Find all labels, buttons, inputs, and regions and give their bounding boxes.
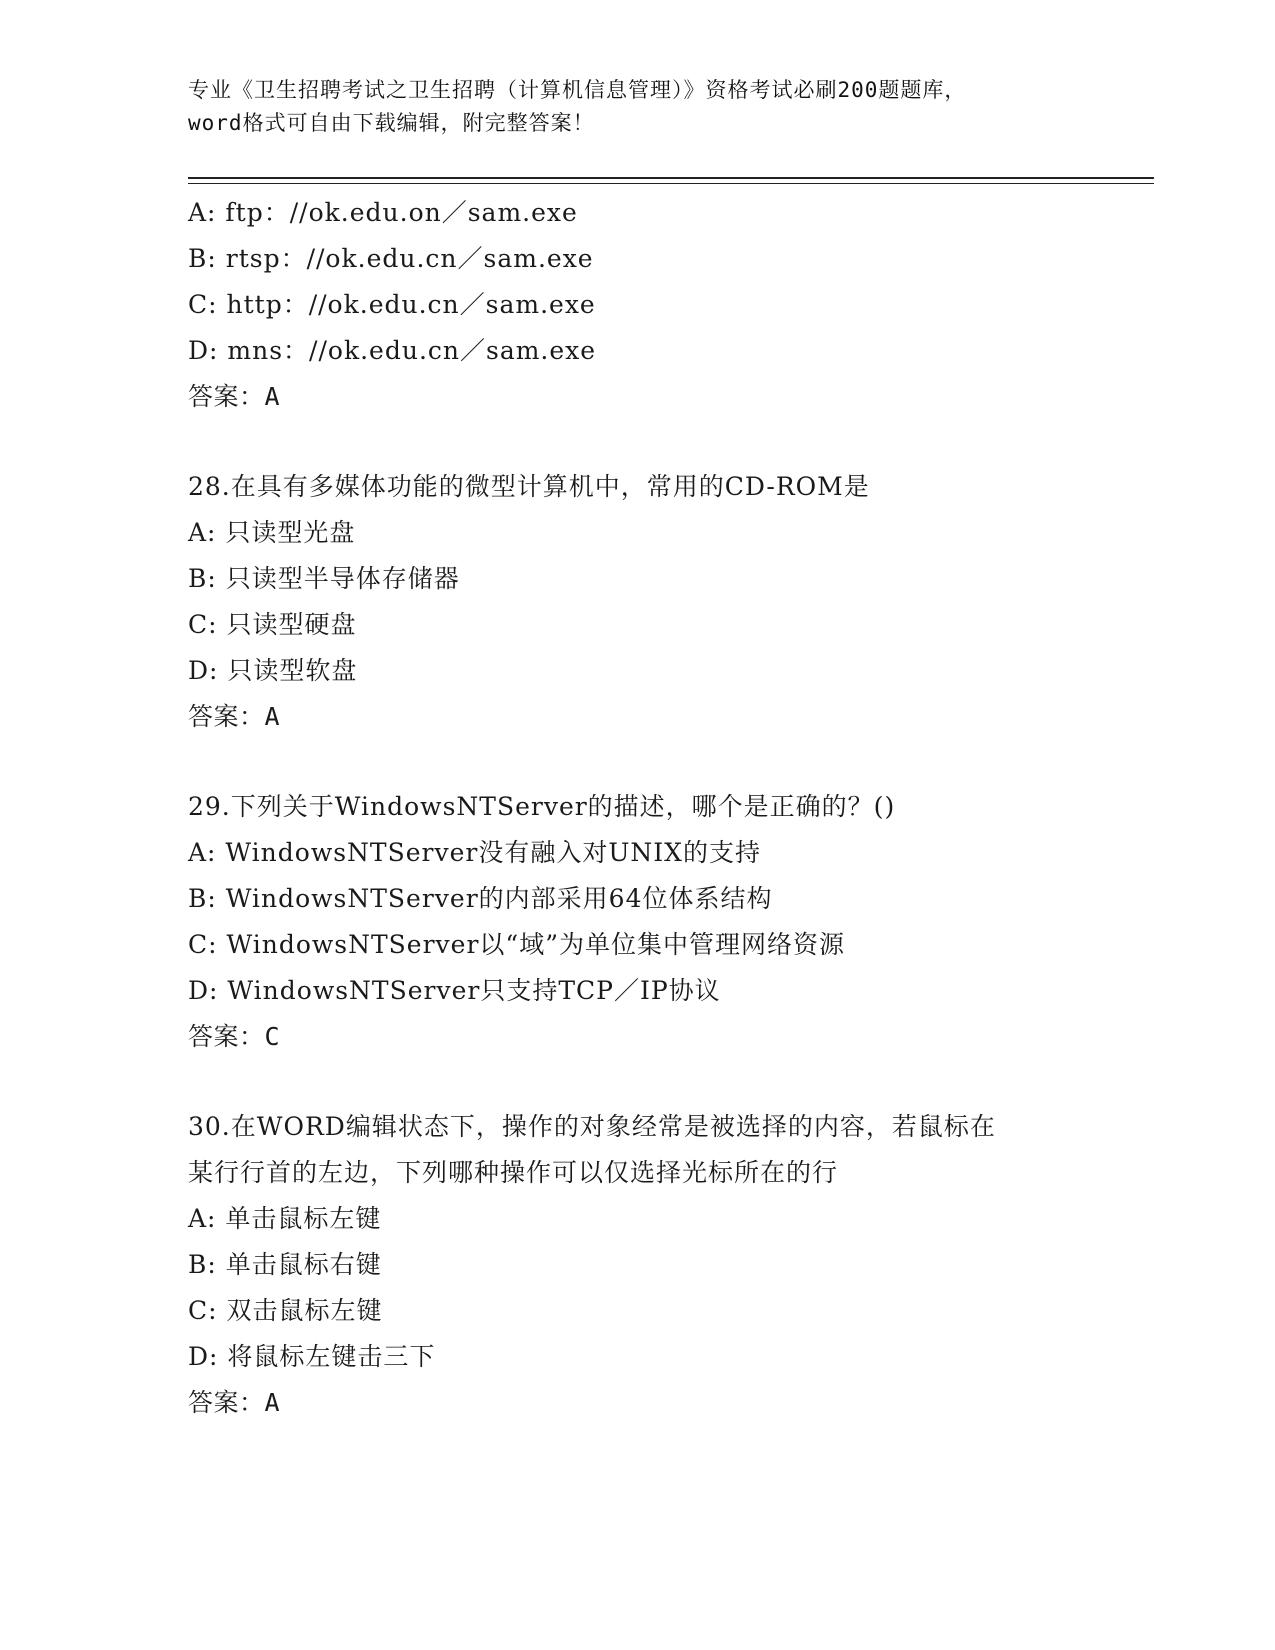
- option-d: D: WindowsNTServer只支持TCP／IP协议: [188, 976, 721, 1005]
- question-stem: 29.下列关于WindowsNTServer的描述，哪个是正确的？(): [188, 792, 896, 821]
- document-header: [188, 74, 1088, 140]
- option-c: C: http：//ok.edu.cn／sam.exe: [188, 290, 596, 319]
- answer-line: 答案：A: [188, 1388, 281, 1417]
- option-b: B: WindowsNTServer的内部采用64位体系结构: [188, 884, 773, 913]
- question-stem: 28.在具有多媒体功能的微型计算机中，常用的CD-ROM是: [188, 472, 870, 501]
- spacer: [188, 740, 1148, 784]
- answer-line: 答案：C: [188, 1022, 281, 1051]
- question-stem-continued: 某行行首的左边，下列哪种操作可以仅选择光标所在的行: [188, 1158, 839, 1187]
- question-block-28: [188, 464, 1148, 740]
- option-c: C: 双击鼠标左键: [188, 1296, 383, 1325]
- question-block-27: [188, 190, 1148, 420]
- option-a: A: 单击鼠标左键: [188, 1204, 382, 1233]
- header-line-2: word格式可自由下载编辑，附完整答案！: [188, 111, 595, 135]
- option-c: C: WindowsNTServer以“域”为单位集中管理网络资源: [188, 930, 845, 959]
- option-a: A: WindowsNTServer没有融入对UNIX的支持: [188, 838, 761, 867]
- option-b: B: rtsp：//ok.edu.cn／sam.exe: [188, 244, 594, 273]
- spacer: [188, 420, 1148, 464]
- option-c: C: 只读型硬盘: [188, 610, 357, 639]
- header-divider-thick: [188, 177, 1154, 179]
- option-a: A: 只读型光盘: [188, 518, 356, 547]
- spacer: [188, 1060, 1148, 1104]
- question-block-29: [188, 784, 1148, 1060]
- header-line-1: 专业《卫生招聘考试之卫生招聘（计算机信息管理）》资格考试必刷200题题库，: [188, 78, 967, 102]
- answer-line: 答案：A: [188, 702, 281, 731]
- question-content: [188, 190, 1148, 1426]
- header-divider-thin: [188, 183, 1154, 184]
- question-stem: 30.在WORD编辑状态下，操作的对象经常是被选择的内容，若鼠标在: [188, 1112, 996, 1141]
- option-d: D: mns：//ok.edu.cn／sam.exe: [188, 336, 597, 365]
- answer-line: 答案：A: [188, 382, 281, 411]
- option-b: B: 只读型半导体存储器: [188, 564, 460, 593]
- option-d: D: 将鼠标左键击三下: [188, 1342, 436, 1371]
- option-b: B: 单击鼠标右键: [188, 1250, 382, 1279]
- option-d: D: 只读型软盘: [188, 656, 358, 685]
- question-block-30: [188, 1104, 1148, 1426]
- option-a: A: ftp：//ok.edu.on／sam.exe: [188, 198, 578, 227]
